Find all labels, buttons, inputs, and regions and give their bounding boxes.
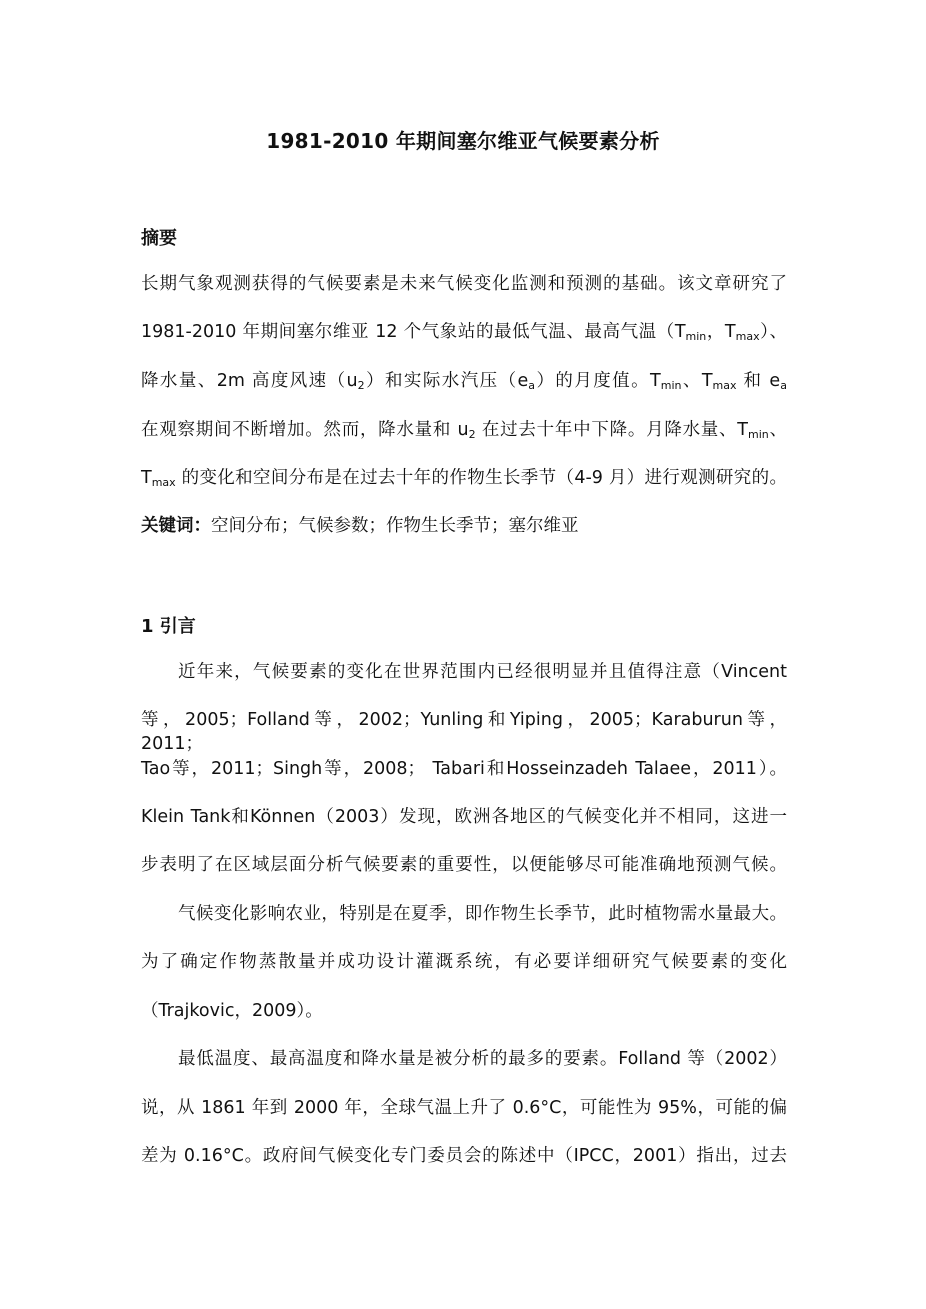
keywords-label: 关键词： [141,516,211,536]
abstract-line-5: $T_{max}$ 的变化和空间分布是在过去十年的作物生长季节（4-9 月）进行观测研究的。 [141,468,787,489]
p1-line-5: 步表明了在区域层面分析气候要素的重要性，以便能够尽可能准确地预测气候。 [141,855,787,875]
p1-line-3: Tao等，2011；Singh等，2008； Tabari和Hosseinzadeh Talaee，2011）。 [141,759,787,779]
p2-line-3: （Trajkovic，2009）。 [141,1001,323,1021]
section-1-heading: 1 引言 [141,616,196,637]
keywords-text: 空间分布；气候参数；作物生长季节；塞尔维亚 [211,516,579,536]
abstract-line-1: 长期气象观测获得的气候要素是未来气候变化监测和预测的基础。该文章研究了 [141,274,787,294]
p2-line-2: 为了确定作物蒸散量并成功设计灌溉系统，有必要详细研究气候要素的变化 [141,952,787,972]
abstract-line-3: 降水量、2m 高度风速$(u_2)$和实际水汽压$(e_a)$的月度值。$T_{min}$、$T_{max}$ 和 $e_a$ [141,371,787,392]
p1-line-4: Klein Tank和Können（2003）发现，欧洲各地区的气候变化并不相同，这进一 [141,807,787,827]
p1-line-1: 近年来，气候要素的变化在世界范围内已经很明显并且值得注意（Vincent [178,662,787,682]
p3-line-1: 最低温度、最高温度和降水量是被分析的最多的要素。Folland 等（2002） [178,1049,787,1069]
abstract-line-4: 在观察期间不断增加。然而，降水量和 $u_2$ 在过去十年中下降。月降水量、$T_{min}$、 [141,420,787,441]
p3-line-2: 说，从 1861 年到 2000 年，全球气温上升了 0.6°C，可能性为 95%，可能的偏 [141,1098,787,1118]
p1-line-2: 等，2005；Folland等，2002；Yunling和Yiping，2005；Karaburun等，2011； [141,710,787,754]
abstract-heading: 摘要 [141,228,177,249]
p2-line-1: 气候变化影响农业，特别是在夏季，即作物生长季节，此时植物需水量最大。 [178,904,787,924]
paper-title: 1981-2010 年期间塞尔维亚气候要素分析 [266,129,660,153]
p3-line-3: 差为 0.16°C。政府间气候变化专门委员会的陈述中（IPCC，2001）指出，过去 [141,1146,787,1166]
abstract-line-2: 1981-2010 年期间塞尔维亚 12 个气象站的最低气温、最高气温（$T_{min}$，$T_{max}$）、 [141,322,788,343]
keywords-line [141,514,579,538]
